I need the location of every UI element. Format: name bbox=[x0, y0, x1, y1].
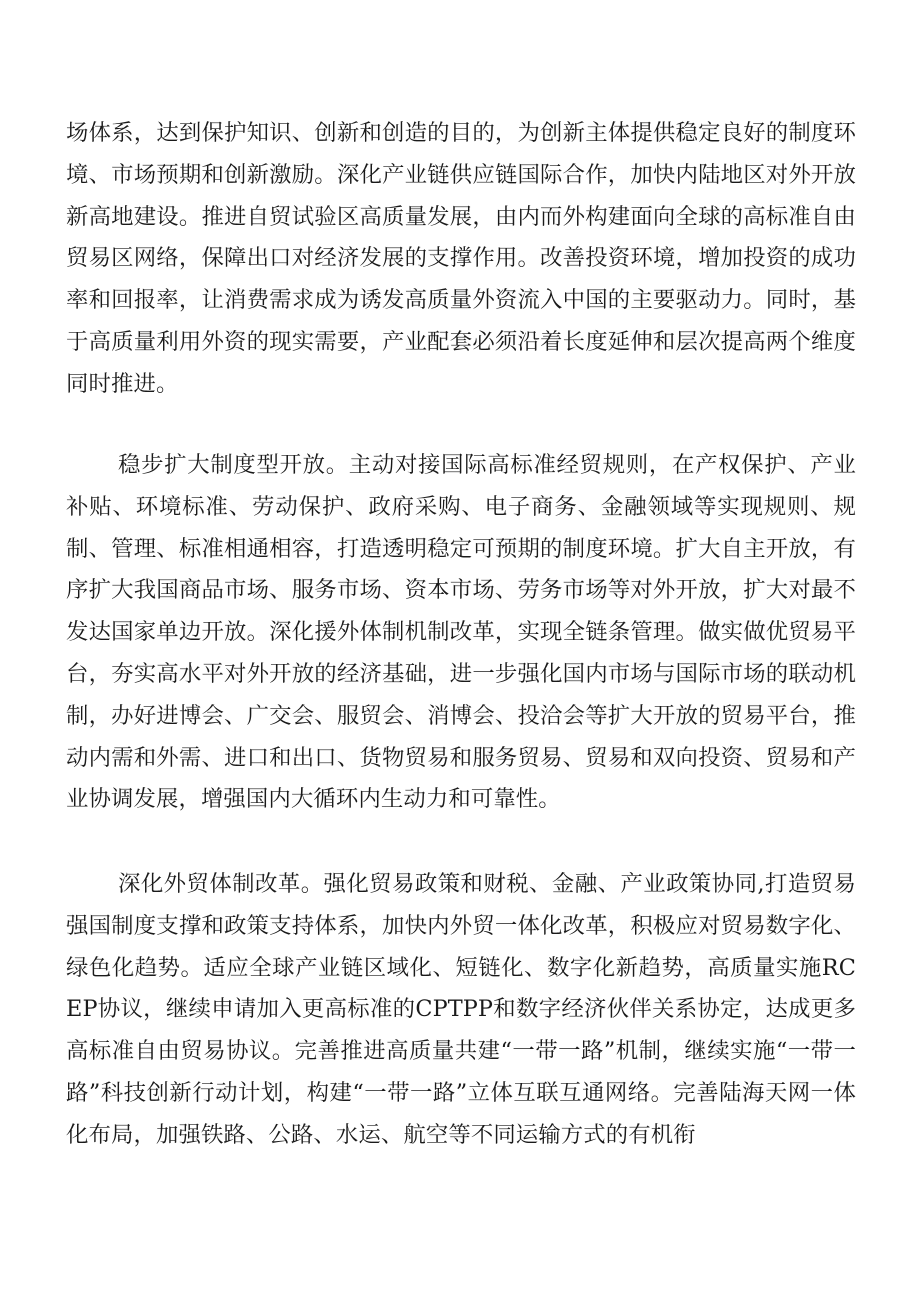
body-paragraph-1: 场体系，达到保护知识、创新和创造的目的，为创新主体提供稳定良好的制度环境、市场预期和创新激励。深化产业链供应链国际合作，加快内陆地区对外开放新高地建设。推进自贸试验区高质量发展，由内而外构建面向全球的高标准自由贸易区网络，保障出口对经济发展的支撑作用。改善投资环境，增加投资的成功率和回报率，让消费需求成为诱发高质量外资流入中国的主要驱动力。同时，基于高质量利用外资的现实需要，产业配套必须沿着长度延伸和层次提高两个维度同时推进。 bbox=[66, 120, 856, 397]
body-paragraph-3: 深化外贸体制改革。强化贸易政策和财税、金融、产业政策协同,打造贸易强国制度支撑和政策支持体系，加快内外贸一体化改革，积极应对贸易数字化、绿色化趋势。适应全球产业链区域化、短链化、数字化新趋势，高质量实施RCEP协议，继续申请加入更高标准的CPTPP和数字经济伙伴关系协定，达成更多高标准自由贸易协议。完善推进高质量共建“一带一路”机制，继续实施“一带一路”科技创新行动计划，构建“一带一路”立体互联互通网络。完善陆海天网一体化布局，加强铁路、公路、水运、航空等不同运输方式的有机衔 bbox=[66, 871, 856, 1148]
body-paragraph-2: 稳步扩大制度型开放。主动对接国际高标准经贸规则，在产权保护、产业补贴、环境标准、劳动保护、政府采购、电子商务、金融领域等实现规则、规制、管理、标准相通相容，打造透明稳定可预期的制度环境。扩大自主开放，有序扩大我国商品市场、服务市场、资本市场、劳务市场等对外开放，扩大对最不发达国家单边开放。深化援外体制机制改革，实现全链条管理。做实做优贸易平台，夯实高水平对外开放的经济基础，进一步强化国内市场与国际市场的联动机制，办好进博会、广交会、服贸会、消博会、投洽会等扩大开放的贸易平台，推动内需和外需、进口和出口、货物贸易和服务贸易、贸易和双向投资、贸易和产业协调发展，增强国内大循环内生动力和可靠性。 bbox=[66, 452, 856, 813]
